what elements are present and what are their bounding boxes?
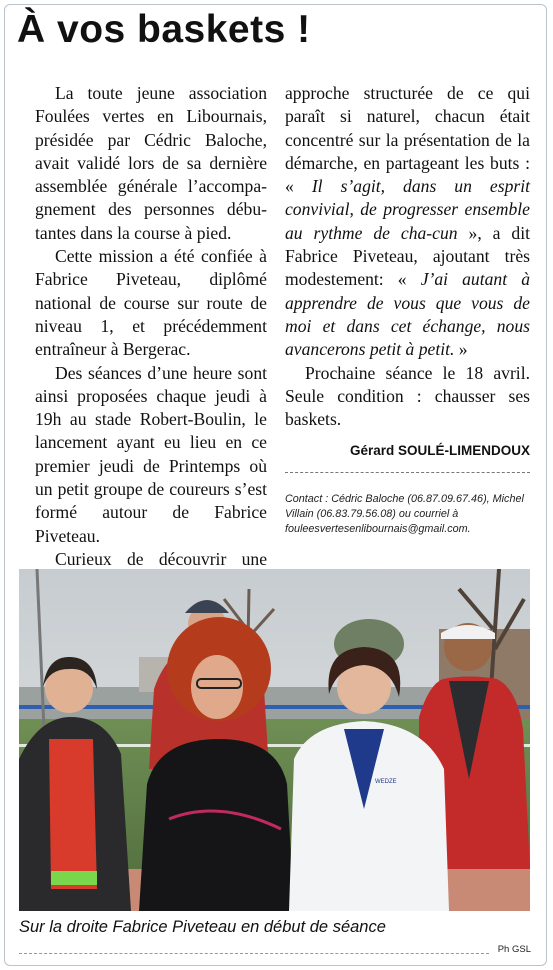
quote-2: J’ai autant à apprendre de vous que vous de moi et dans cet échange, nous avancerons petit à petit. [285,269,530,360]
group-photo-illustration [19,569,530,911]
credit-divider [19,953,489,954]
right-column [285,82,530,463]
paragraph-5-end: » [454,339,468,360]
quote-1: Il s’agit, dans un esprit convivial, de progresser ensemble au rythme de cha-cun [285,176,530,243]
paragraph-5-start: approche structurée de ce qui paraît si naturel, chacun était concentré sur la présentation de la démarche, en partageant les buts : « [285,83,530,197]
paragraph-5 [285,82,530,362]
paragraph-1: La toute jeune association Foulées vertes en Libournais, présidée par Cédric Baloche, avait validé lors de sa dernière assemblée générale l’accompa-gnement des personnes débu-tantes dans la course à pied. [35,83,267,243]
group-photo [19,569,530,911]
left-column [35,82,267,571]
contact-divider [285,472,530,473]
paragraph-4: Curieux de découvrir une [55,548,267,569]
contact-info: Contact : Cédric Baloche (06.87.09.67.46), Michel Villain (06.83.79.56.08) ou courriel à fouleesvertesenlibournais@gmail.com. [285,493,524,535]
article-title: À vos baskets ! [17,8,311,51]
author-signature: Gérard SOULÉ-LIMENDOUX [349,443,530,459]
paragraph-6: Prochaine séance le 18 avril. Seule condition : chausser ses baskets. [285,362,530,430]
paragraph-5-mid: », a dit Fabrice Piveteau, ajoutant très modestement: « [285,222,530,290]
shirt-logo-text: WEDZE [375,779,397,785]
paragraph-3: Des séances d’une heure sont ainsi proposées chaque jeudi à 19h au stade Robert-Boulin, le lancement ayant eu lieu en ce premier jeudi de Printemps où un petit groupe de coureurs s’est formé autour de Fabrice Piveteau. [35,362,267,546]
photo-caption: Sur la droite Fabrice Piveteau en début de séance [19,918,386,936]
photo-credit: Ph GSL [497,944,531,955]
paragraph-2: Cette mission a été confiée à Fabrice Piveteau, diplômé national de course sur route de niveau 1, et précédemment entraîneur à Bergerac. [35,246,267,360]
